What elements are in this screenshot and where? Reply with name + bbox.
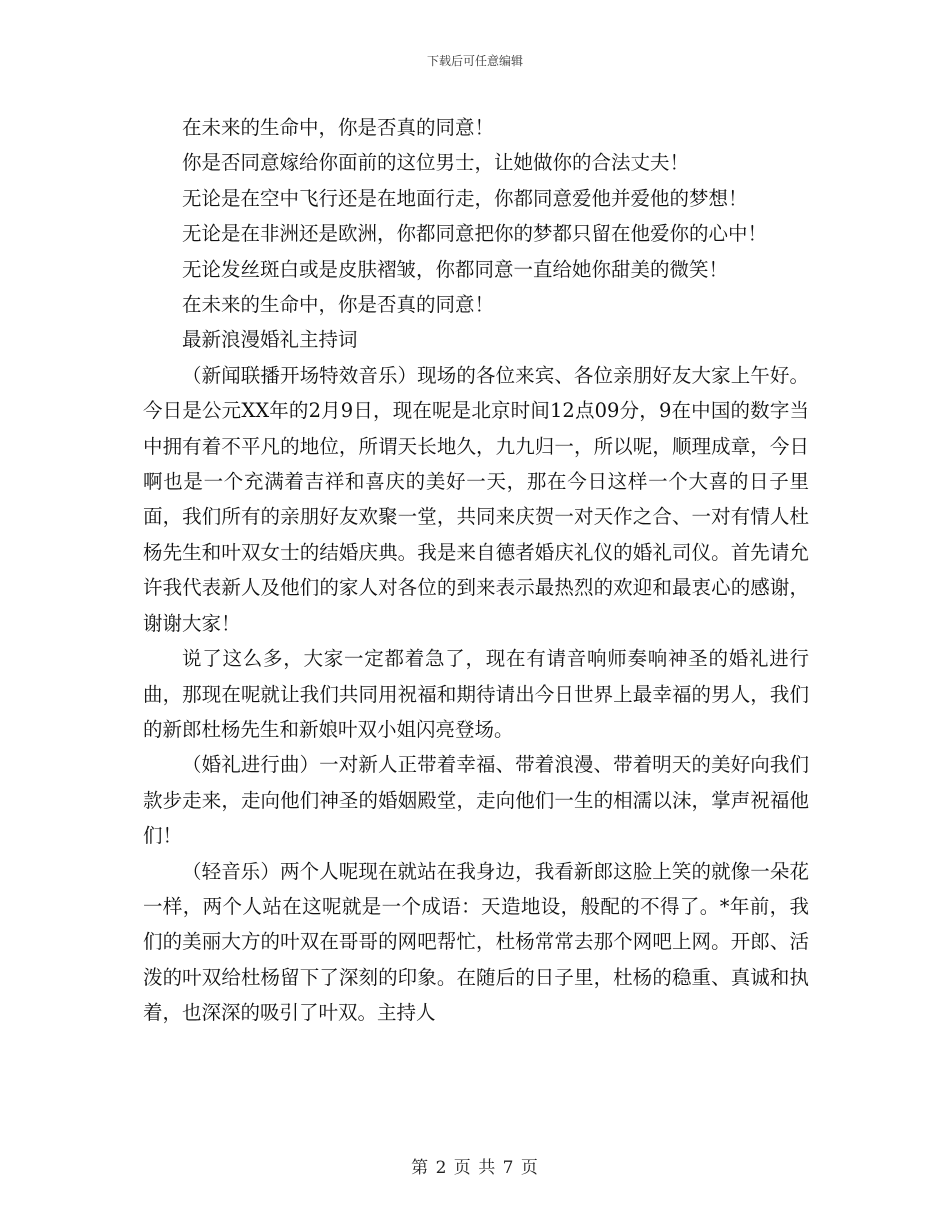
paragraph: 说了这么多，大家一定都着急了，现在有请音响师奏响神圣的婚礼进行曲，那现在呢就让我们共同用祝福和期待请出今日世界上最幸福的男人，我们的新郎杜杨先生和新娘叶双小姐闪亮登场。 xyxy=(143,647,809,741)
page-number: 第 2 页 共 7 页 xyxy=(411,1158,539,1178)
paragraph: 无论是在非洲还是欧洲，你都同意把你的梦都只留在他爱你的心中！ xyxy=(182,222,768,246)
paragraph: （婚礼进行曲）一对新人正带着幸福、带着浪漫、带着明天的美好向我们款步走来，走向他们神圣的婚姻殿堂，走向他们一生的相濡以沫，掌声祝福他们！ xyxy=(143,753,809,848)
paragraph: （轻音乐）两个人呢现在就站在我身边，我看新郎这脸上笑的就像一朵花一样，两个人站在这呢就是一个成语：天造地设，般配的不得了。*年前，我们的美丽大方的叶双在哥哥的网吧帮忙，杜杨常常去那个网吧上网。开郎、活泼的叶双给杜杨留下了深刻的印象。在随后的日子里，杜杨的稳重、真诚和执着，也深深的吸引了叶双。主持人 xyxy=(143,859,809,1025)
paragraph: 无论发丝斑白或是皮肤褶皱，你都同意一直给她你甜美的微笑！ xyxy=(182,257,729,281)
document-body xyxy=(143,110,809,1031)
paragraph: 无论是在空中飞行还是在地面行走，你都同意爱他并爱他的梦想！ xyxy=(182,186,748,210)
paragraph: 你是否同意嫁给你面前的这位男士，让她做你的合法丈夫！ xyxy=(182,151,690,175)
page-header: 下载后可任意编辑 xyxy=(426,54,523,68)
paragraph: （新闻联播开场特效音乐）现场的各位来宾、各位亲朋好友大家上午好。今日是公元XX年的2月9日，现在呢是北京时间12点09分，9在中国的数字当中拥有着不平凡的地位，所谓天长地久，九九归一，所以呢，顺理成章，今日啊也是一个充满着吉祥和喜庆的美好一天，那在今日这样一个大喜的日子里面，我们所有的亲朋好友欢聚一堂，共同来庆贺一对天作之合、一对有情人杜杨先生和叶双女士的结婚庆典。我是来自德者婚庆礼仪的婚礼司仪。首先请允许我代表新人及他们的家人对各位的到来表示最热烈的欢迎和最衷心的感谢，谢谢大家！ xyxy=(143,363,809,635)
paragraph: 在未来的生命中，你是否真的同意！ xyxy=(182,293,495,317)
section-title: 最新浪漫婚礼主持词 xyxy=(182,328,358,352)
paragraph: 在未来的生命中，你是否真的同意！ xyxy=(182,116,495,139)
